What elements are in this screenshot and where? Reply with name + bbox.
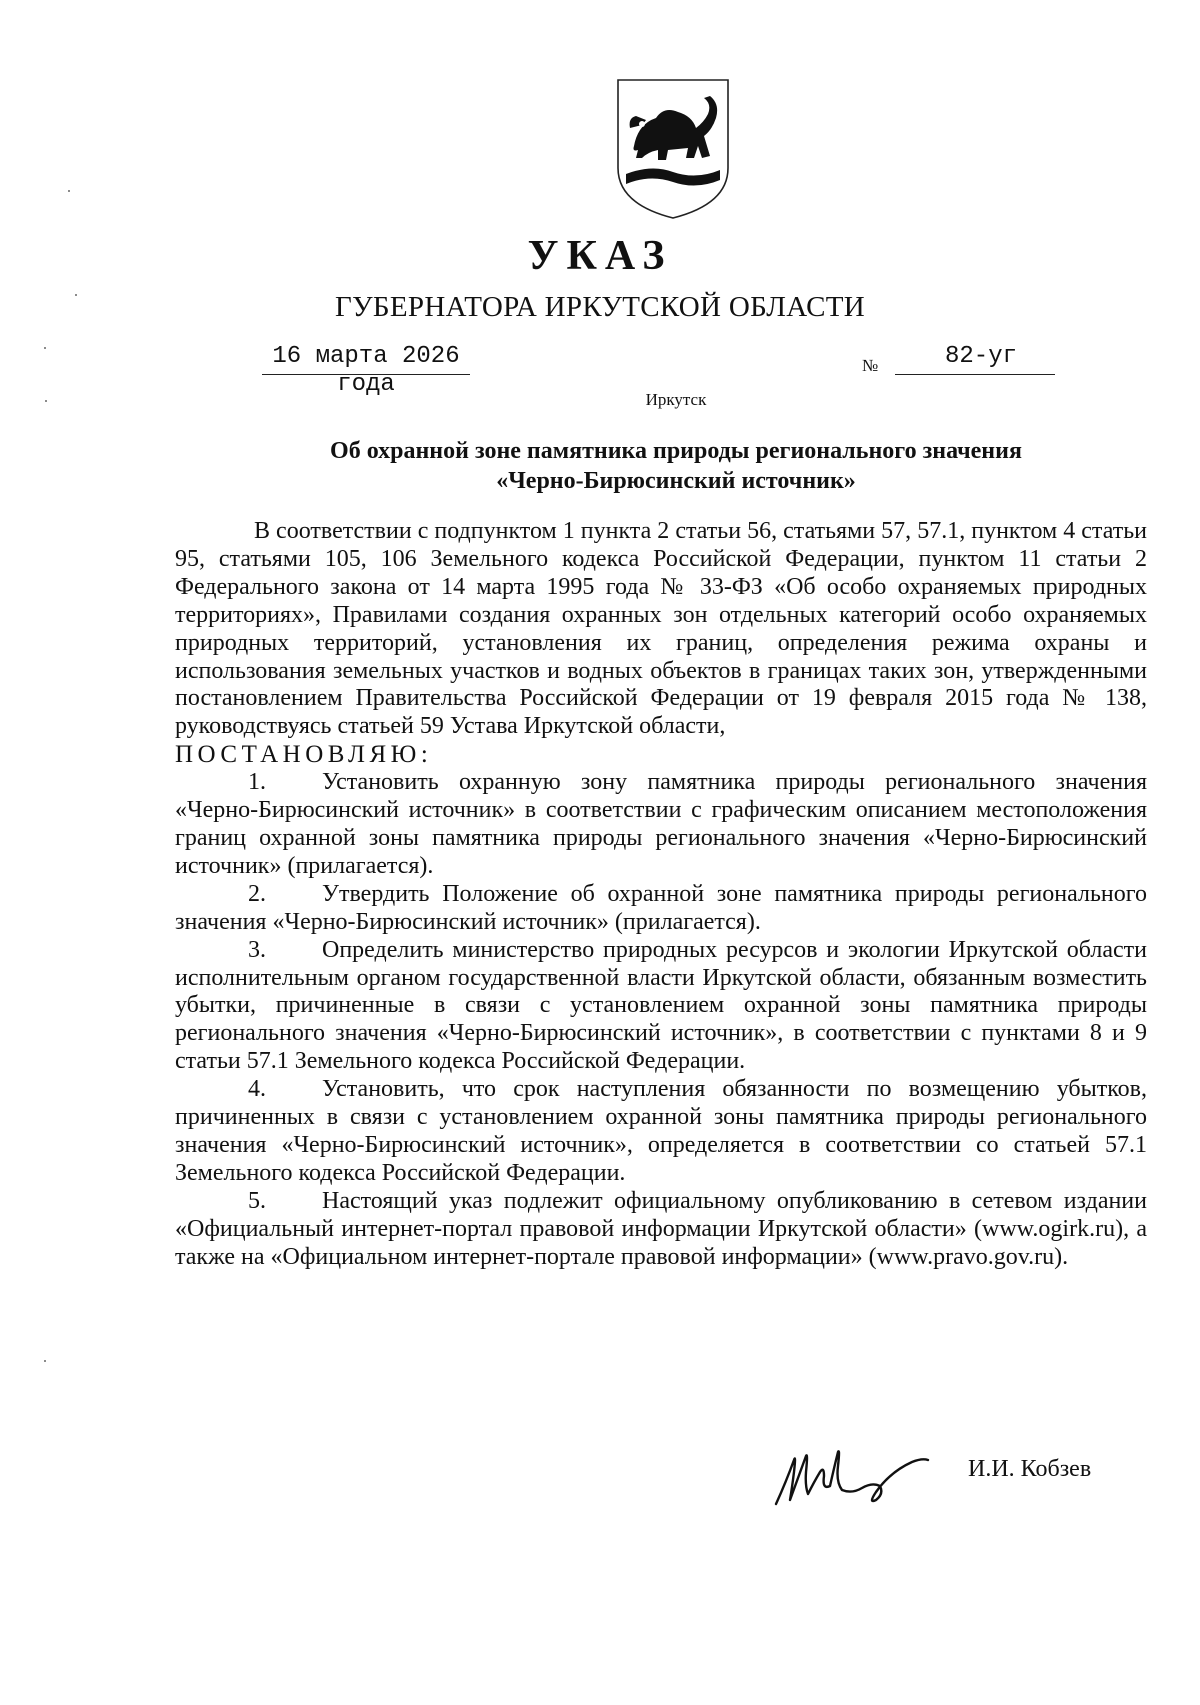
decree-item (175, 1188, 1147, 1272)
decree-item-number: 2. (248, 880, 266, 907)
decree-item-text: Настоящий указ подлежит официальному опубликованию в сетевом издании «Официальный интернет-портал правовой информации Иркутской области» (www.ogirk.ru), а также на «Официальном интернет-портале правовой информации» (www.pravo.gov.ru). (175, 1187, 1147, 1270)
decree-item-number: 5. (248, 1187, 266, 1214)
handwritten-signature-icon (772, 1442, 946, 1512)
decree-item (175, 881, 1147, 937)
decree-item (175, 769, 1147, 881)
document-title-line-1: Об охранной зоне памятника природы регионального значения (330, 438, 1022, 464)
scan-speck (44, 347, 46, 349)
signer-name: И.И. Кобзев (968, 1456, 1092, 1482)
decree-word: ПОСТАНОВЛЯЮ: (175, 741, 433, 769)
document-title (170, 436, 1182, 496)
decree-item-number: 1. (248, 769, 266, 796)
scan-speck (75, 294, 77, 296)
document-type-title: УКАЗ (527, 233, 673, 279)
scan-speck (44, 1360, 46, 1362)
irkutsk-coat-of-arms-icon (612, 76, 734, 222)
decree-item-number: 4. (248, 1076, 266, 1103)
issuer-title: ГУБЕРНАТОРА ИРКУТСКОЙ ОБЛАСТИ (335, 291, 865, 323)
decree-item-text: Определить министерство природных ресурсов и экологии Иркутской области исполнительным органом государственной власти Иркутской области, обязанным возместить убытки, причиненные в связи с установлением охранной зоны памятника природы регионального значения «Черно-Бирюсинский источник», в соответствии с пунктами 8 и 9 статьи 57.1 Земельного кодекса Российской Федерации. (175, 936, 1147, 1075)
document-title-line-2: «Черно-Бирюсинский источник» (496, 468, 856, 494)
number-underline (895, 374, 1055, 375)
decree-item-text: Утвердить Положение об охранной зоне памятника природы регионального значения «Черно-Бирюсинский источник» (прилагается). (175, 880, 1147, 935)
scan-speck (45, 400, 47, 402)
document-body (175, 518, 1147, 1271)
date-underline (262, 374, 470, 375)
preamble-paragraph: В соответствии с подпунктом 1 пункта 2 статьи 56, статьями 57, 57.1, пунктом 4 статьи 95, статьями 105, 106 Земельного кодекса Российской Федерации, пунктом 11 статьи 2 Федерального закона от 14 марта 1995 года № 33-ФЗ «Об особо охраняемых природных территориях», Правилами создания охранных зон отдельных категорий особо охраняемых природных территорий, установления их границ, определения режима охраны и использования земельных участков и водных объектов в границах таких зон, утвержденными постановлением Правительства Российской Федерации от 19 февраля 2015 года № 138, руководствуясь статьей 59 Устава Иркутской области, (175, 518, 1147, 740)
decree-item-number: 3. (248, 936, 266, 963)
decree-number: 82-уг (944, 343, 1017, 370)
city-name: Иркутск (645, 390, 707, 409)
decree-item-text: Установить, что срок наступления обязанности по возмещению убытков, причиненных в связи с установлением охранной зоны памятника природы регионального значения «Черно-Бирюсинский источник», определяется в соответствии со статьей 57.1 Земельного кодекса Российской Федерации. (175, 1076, 1147, 1186)
decree-item (175, 937, 1147, 1077)
decree-date: 16 марта 2026 года (272, 343, 460, 398)
number-sign: № (862, 356, 879, 375)
scan-speck (68, 190, 70, 192)
decree-item-text: Установить охранную зону памятника природы регионального значения «Черно-Бирюсинский источник» в соответствии с графическим описанием местоположения границ охранной зоны памятника природы регионального значения «Черно-Бирюсинский источник» (прилагается). (175, 769, 1147, 879)
decree-item (175, 1076, 1147, 1188)
